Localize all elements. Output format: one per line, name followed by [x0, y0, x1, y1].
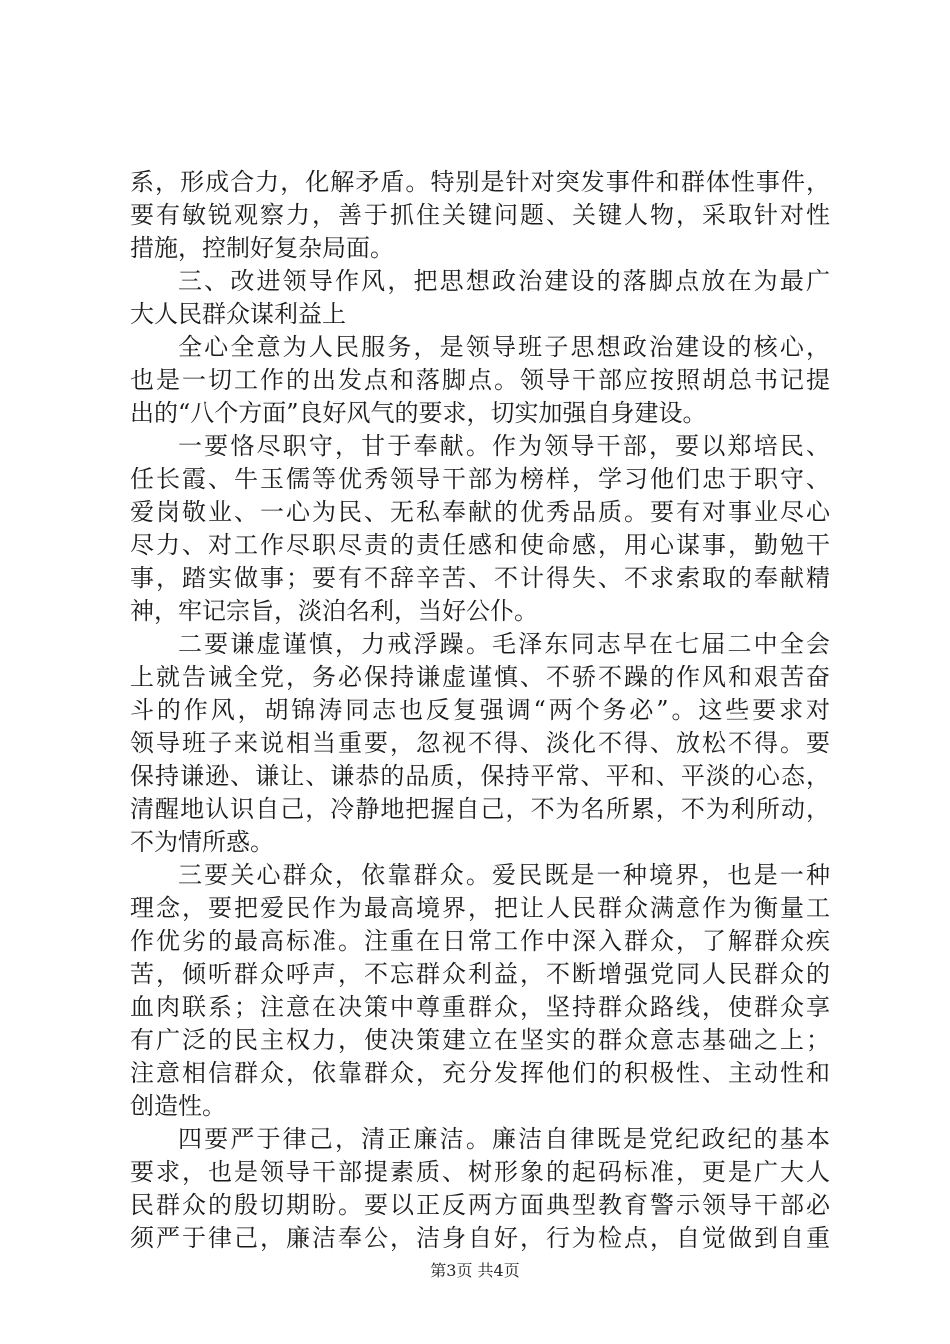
text-line: 须严于律己，廉洁奉公，洁身自好，行为检点，自觉做到自重 [130, 1224, 830, 1252]
text-line: 民群众的殷切期盼。要以正反两方面典型教育警示领导干部必 [130, 1191, 830, 1219]
text-line: 三要关心群众，依靠群众。爱民既是一种境界，也是一种 [178, 861, 830, 889]
text-line: 任长霞、牛玉儒等优秀领导干部为榜样，学习他们忠于职守、 [130, 465, 830, 493]
text-line: 出的“八个方面”良好风气的要求，切实加强自身建设。 [130, 399, 707, 427]
text-line: 保持谦逊、谦让、谦恭的品质，保持平常、平和、平淡的心态， [130, 762, 830, 790]
text-line: 不为情所惑。 [130, 828, 274, 856]
text-line: 也是一切工作的出发点和落脚点。领导干部应按照胡总书记提 [130, 366, 830, 394]
text-line: 一要恪尽职守，甘于奉献。作为领导干部，要以郑培民、 [178, 432, 830, 460]
text-line: 要有敏锐观察力，善于抓住关键问题、关键人物，采取针对性 [130, 201, 830, 229]
text-line: 系，形成合力，化解矛盾。特别是针对突发事件和群体性事件， [130, 168, 830, 196]
text-line: 爱岗敬业、一心为民、无私奉献的优秀品质。要有对事业尽心 [130, 498, 830, 526]
text-line: 二要谦虚谨慎，力戒浮躁。毛泽东同志早在七届二中全会 [178, 630, 830, 658]
text-line: 四要严于律己，清正廉洁。廉洁自律既是党纪政纪的基本 [178, 1125, 830, 1153]
text-line: 血肉联系；注意在决策中尊重群众，坚持群众路线，使群众享 [130, 993, 830, 1021]
body-text [130, 166, 830, 1255]
text-line: 有广泛的民主权力，使决策建立在坚实的群众意志基础之上； [130, 1026, 830, 1054]
text-line: 注意相信群众，依靠群众，充分发挥他们的积极性、主动性和 [130, 1059, 830, 1087]
text-line: 领导班子来说相当重要，忽视不得、淡化不得、放松不得。要 [130, 729, 830, 757]
page-footer: 第3页 共4页 [430, 1261, 520, 1280]
text-line: 事，踏实做事；要有不辞辛苦、不计得失、不求索取的奉献精 [130, 564, 830, 592]
text-line: 斗的作风，胡锦涛同志也反复强调“两个务必”。这些要求对 [130, 696, 830, 724]
text-line: 苦，倾听群众呼声，不忘群众利益，不断增强党同人民群众的 [130, 960, 830, 988]
text-line: 清醒地认识自己，冷静地把握自己，不为名所累，不为利所动， [130, 795, 830, 823]
text-line: 尽力、对工作尽职尽责的责任感和使命感，用心谋事，勤勉干 [130, 531, 830, 559]
text-line: 措施，控制好复杂局面。 [130, 234, 394, 262]
text-line: 大人民群众谋利益上 [130, 300, 346, 328]
text-line: 要求，也是领导干部提素质、树形象的起码标准，更是广大人 [130, 1158, 830, 1186]
text-line: 创造性。 [130, 1092, 226, 1120]
text-line: 理念，要把爱民作为最高境界，把让人民群众满意作为衡量工 [130, 894, 830, 922]
text-line: 三、改进领导作风，把思想政治建设的落脚点放在为最广 [178, 267, 830, 295]
text-line: 上就告诫全党，务必保持谦虚谨慎、不骄不躁的作风和艰苦奋 [130, 663, 830, 691]
text-line: 作优劣的最高标准。注重在日常工作中深入群众，了解群众疾 [130, 927, 830, 955]
text-line: 全心全意为人民服务，是领导班子思想政治建设的核心， [178, 333, 830, 361]
text-line: 神，牢记宗旨，淡泊名利，当好公仆。 [130, 597, 538, 625]
